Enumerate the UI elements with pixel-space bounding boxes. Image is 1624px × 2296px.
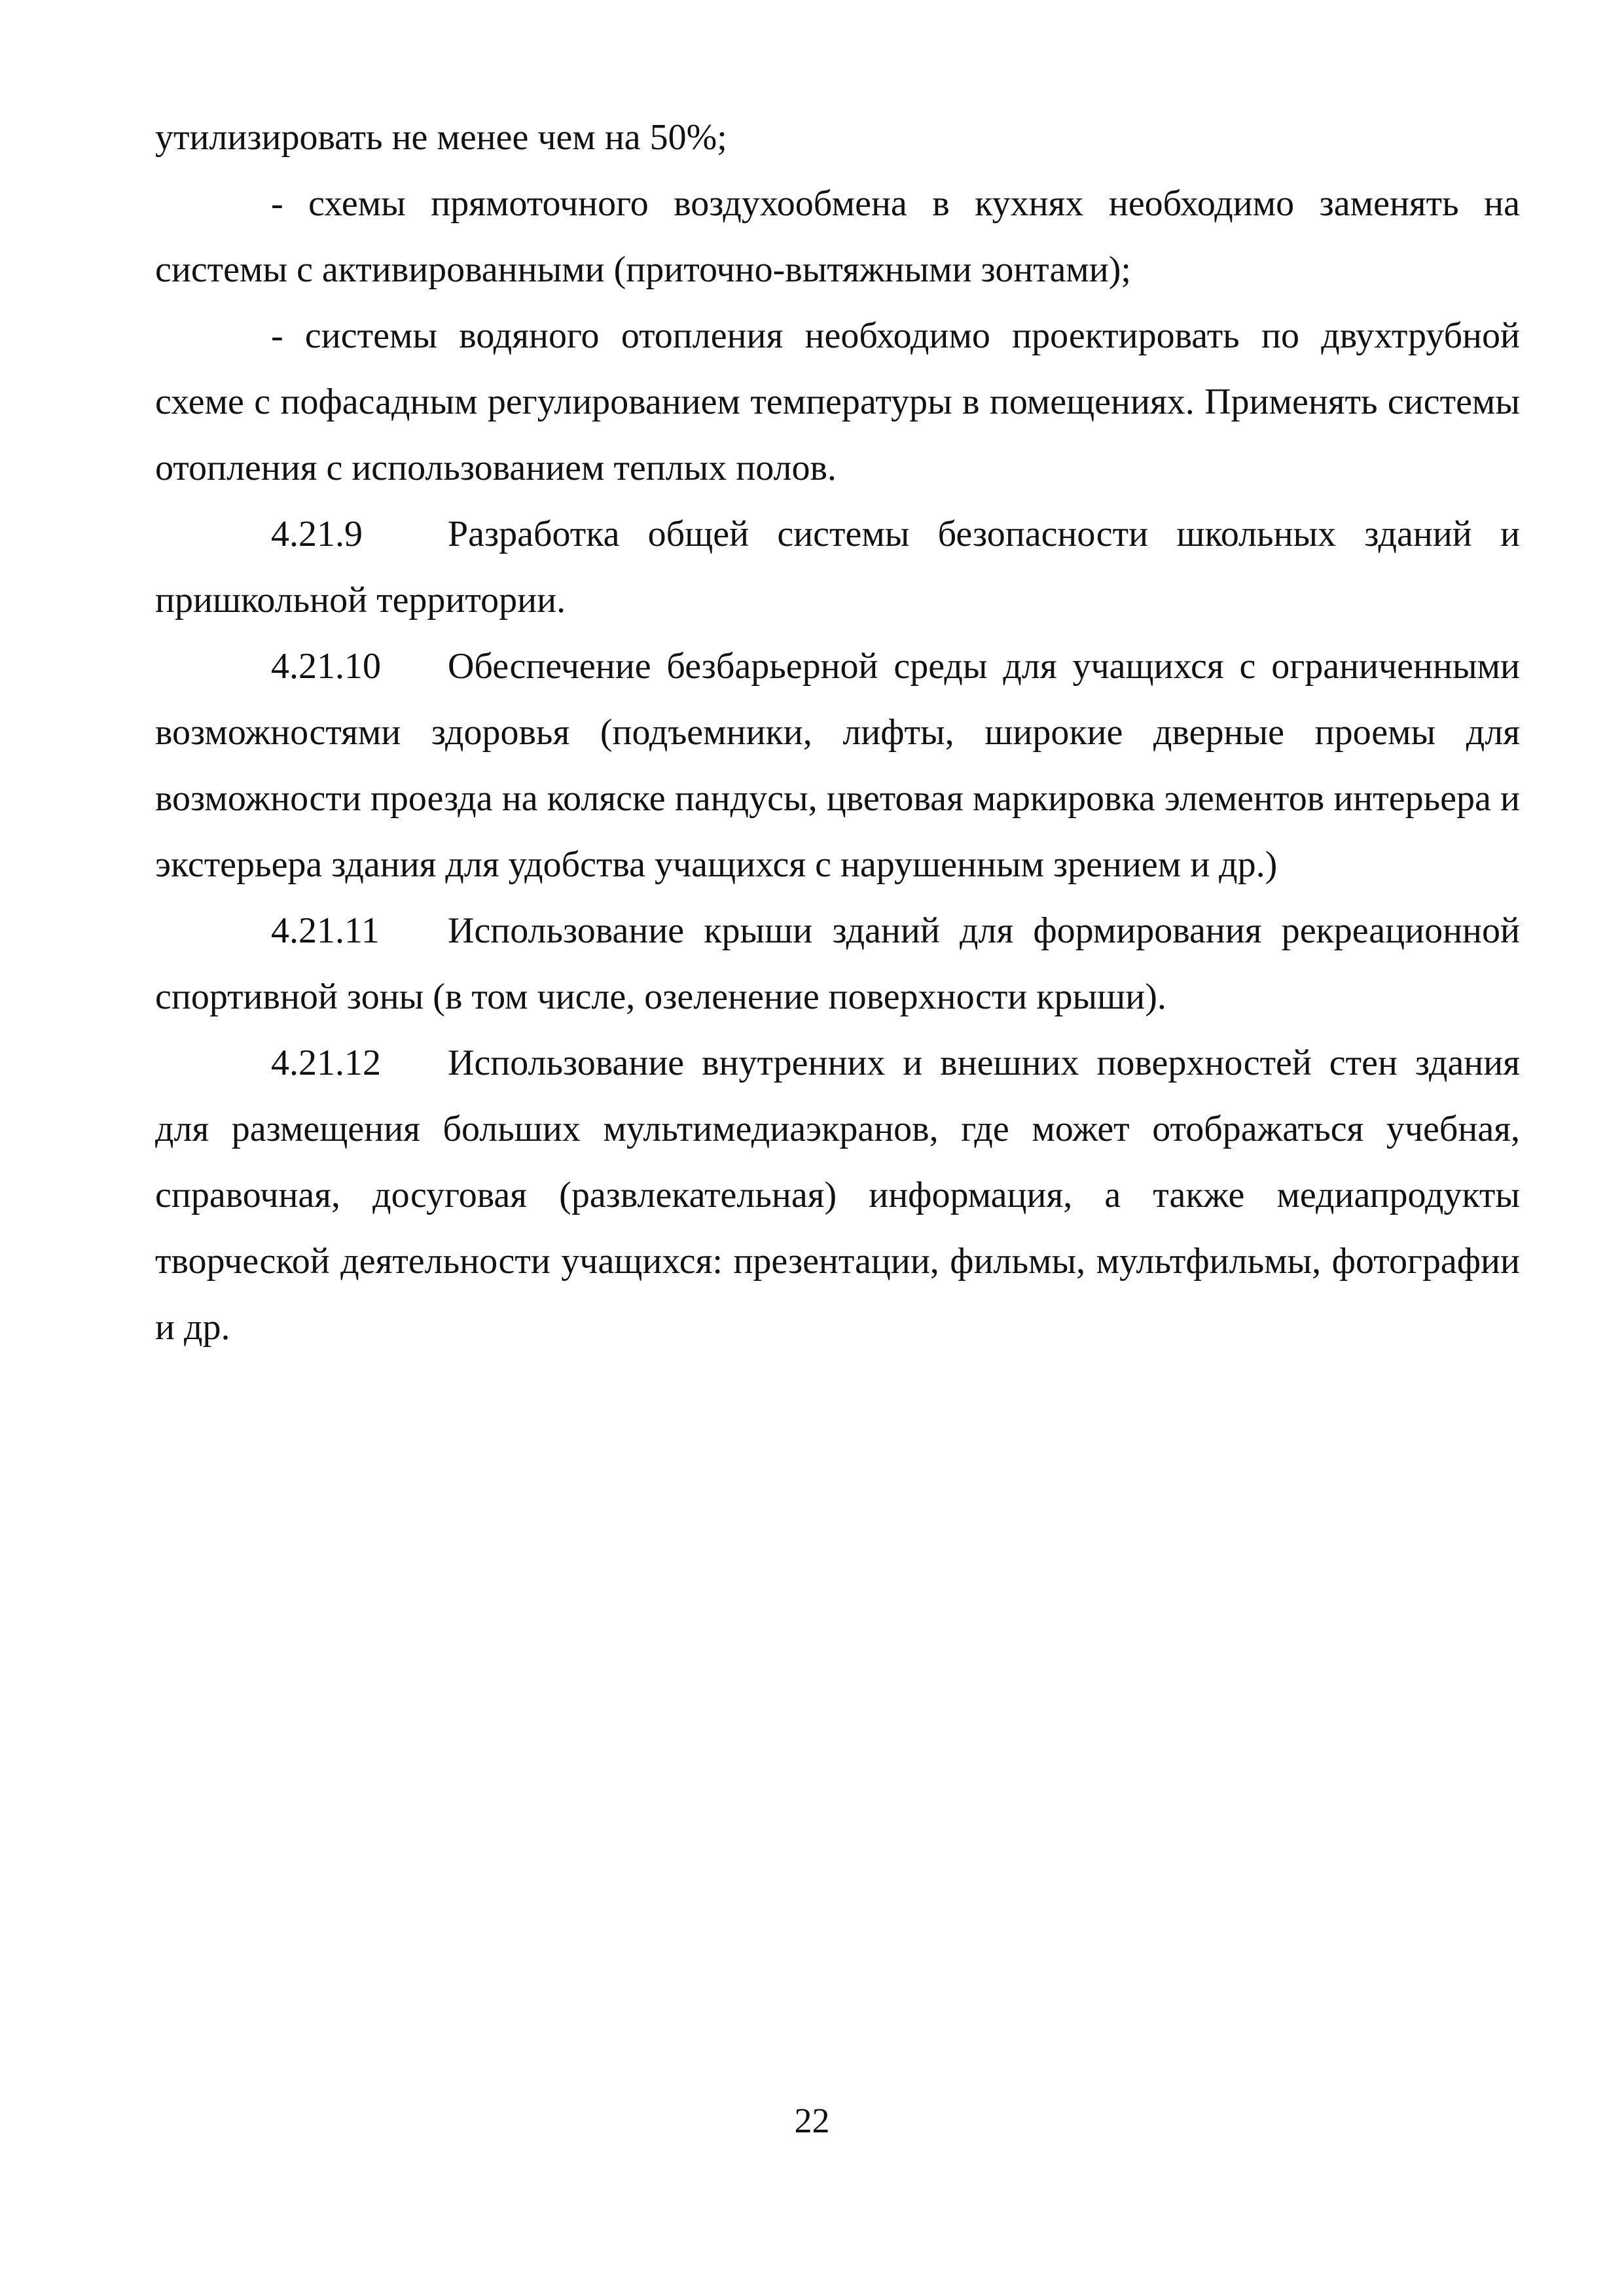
- document-body: [155, 105, 1520, 1361]
- list-item-water-heating: [155, 303, 1520, 501]
- section-number: 4.21.10: [271, 646, 381, 687]
- section-4-21-9: [155, 501, 1520, 634]
- paragraph-text: утилизировать не менее чем на 50%;: [155, 117, 727, 158]
- section-text: Обеспечение безбарьерной среды для учащихся с ограниченными возможностями здоровья (подъемники, лифты, широкие дверные проемы для возможности проезда на коляске пандусы, цветовая маркировка элементов интерьера и экстерьера здания для удобства учащихся с нарушенным зрением и др.): [155, 646, 1520, 885]
- section-4-21-10: [155, 634, 1520, 898]
- section-text: Использование внутренних и внешних поверхностей стен здания для размещения больших мультимедиаэкранов, где может отображаться учебная, справочная, досуговая (развлекательная) информация, а также медиапродукты творческой деятельности учащихся: презентации, фильмы, мультфильмы, фотографии и др.: [155, 1043, 1520, 1348]
- section-text: Разработка общей системы безопасности школьных зданий и пришкольной территории.: [155, 514, 1520, 620]
- section-text: Использование крыши зданий для формирования рекреационной спортивной зоны (в том числе, озеленение поверхности крыши).: [155, 910, 1520, 1017]
- section-4-21-12: [155, 1030, 1520, 1361]
- page-number: 22: [794, 2101, 830, 2140]
- section-4-21-11: [155, 898, 1520, 1030]
- paragraph-continuation: [155, 105, 1520, 171]
- section-number: 4.21.9: [271, 514, 363, 554]
- paragraph-text: - схемы прямоточного воздухообмена в кухнях необходимо заменять на системы с активированными (приточно-вытяжными зонтами);: [155, 183, 1520, 290]
- list-item-kitchen-ventilation: [155, 171, 1520, 303]
- paragraph-text: - системы водяного отопления необходимо проектировать по двухтрубной схеме с пофасадным регулированием температуры в помещениях. Применять системы отопления с использованием теплых полов.: [155, 315, 1520, 488]
- section-number: 4.21.11: [271, 910, 380, 951]
- section-number: 4.21.12: [271, 1043, 381, 1083]
